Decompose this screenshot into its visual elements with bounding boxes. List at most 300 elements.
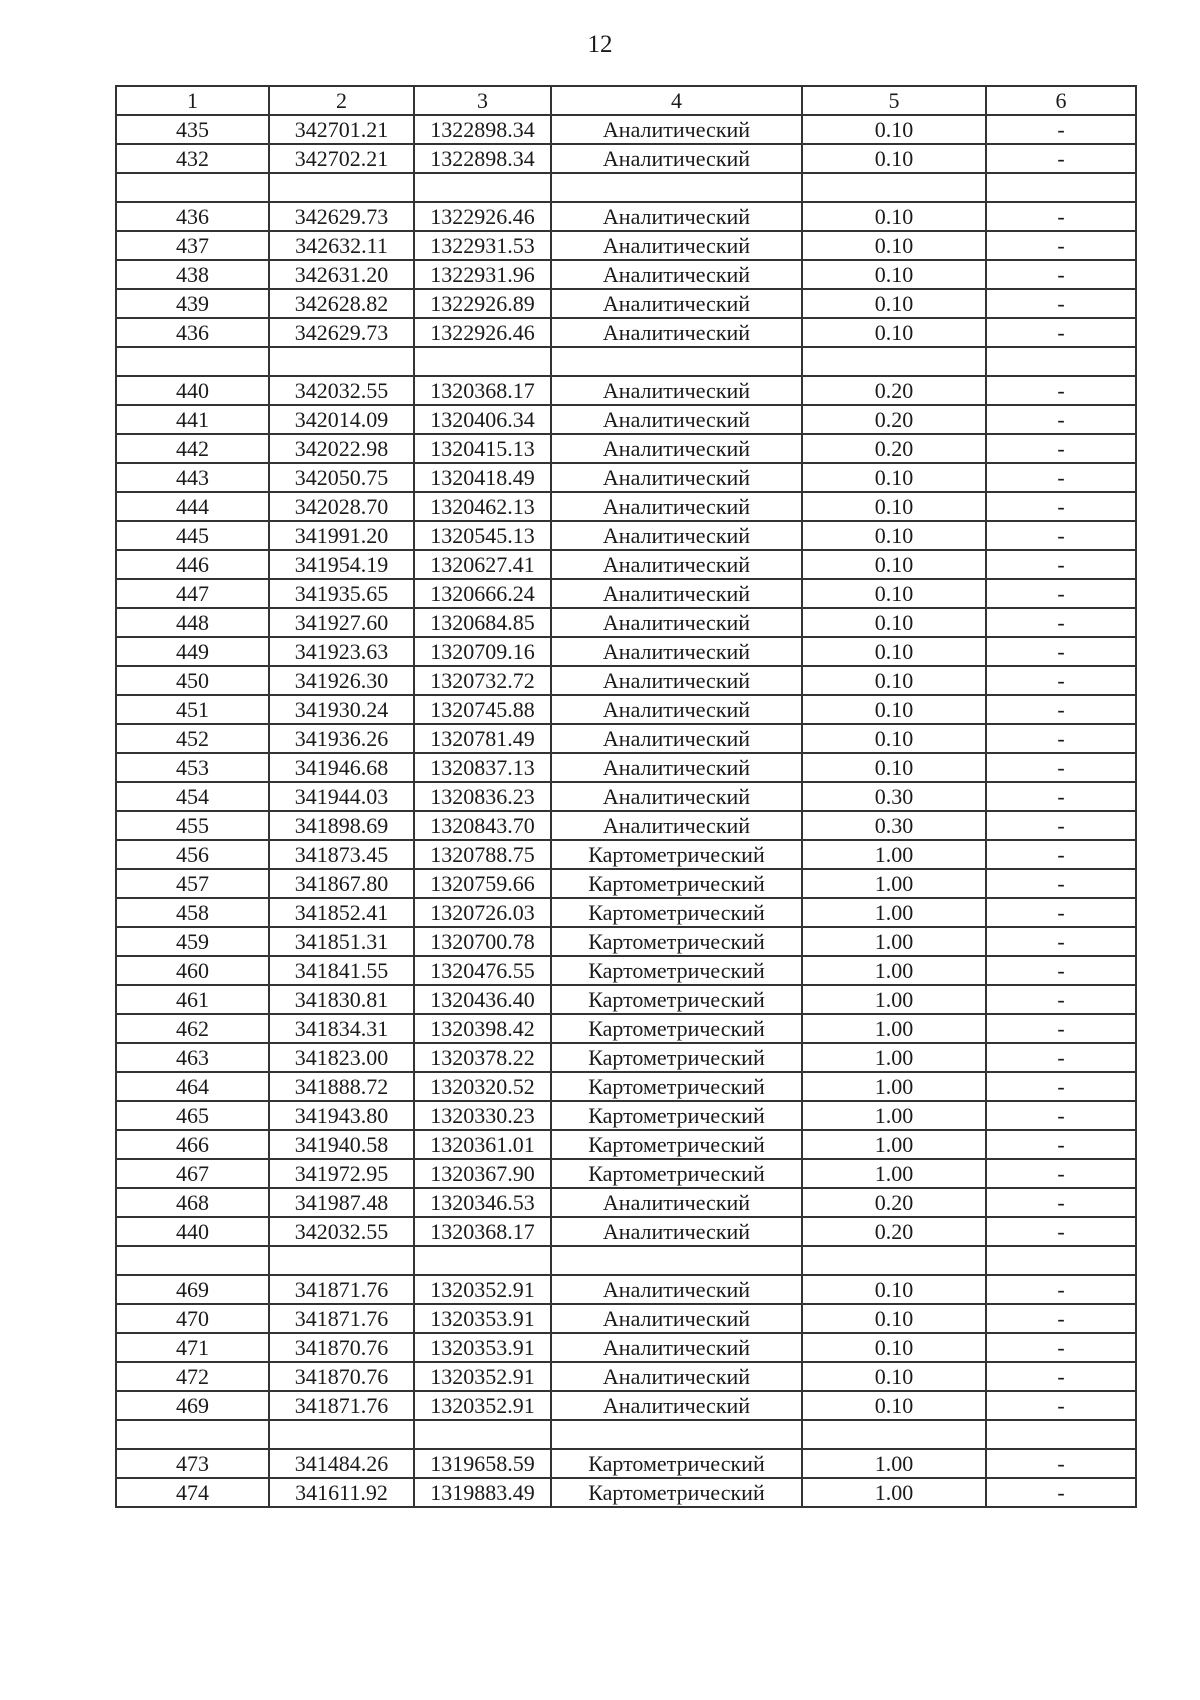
table-row xyxy=(116,1449,1136,1478)
x-coordinate-cell: 341871.76 xyxy=(269,1391,414,1420)
table-row xyxy=(116,1217,1136,1246)
y-coordinate-cell: 1320709.16 xyxy=(414,637,551,666)
method-cell: Аналитический xyxy=(551,1333,802,1362)
accuracy-cell: 0.10 xyxy=(802,637,986,666)
y-coordinate-cell: 1320781.49 xyxy=(414,724,551,753)
table-row xyxy=(116,1159,1136,1188)
method-cell: Аналитический xyxy=(551,521,802,550)
table-row xyxy=(116,1275,1136,1304)
note-cell: - xyxy=(986,318,1136,347)
x-coordinate-cell xyxy=(269,173,414,202)
y-coordinate-cell: 1320745.88 xyxy=(414,695,551,724)
table-row xyxy=(116,289,1136,318)
point-number-cell: 469 xyxy=(116,1391,269,1420)
note-cell: - xyxy=(986,695,1136,724)
note-cell: - xyxy=(986,521,1136,550)
y-coordinate-cell: 1320368.17 xyxy=(414,1217,551,1246)
y-coordinate-cell: 1320418.49 xyxy=(414,463,551,492)
method-cell: Аналитический xyxy=(551,1275,802,1304)
table-row xyxy=(116,724,1136,753)
y-coordinate-cell: 1320476.55 xyxy=(414,956,551,985)
method-cell: Аналитический xyxy=(551,753,802,782)
x-coordinate-cell: 341930.24 xyxy=(269,695,414,724)
method-cell: Картометрический xyxy=(551,898,802,927)
note-cell xyxy=(986,347,1136,376)
note-cell: - xyxy=(986,434,1136,463)
table-row xyxy=(116,1130,1136,1159)
point-number-cell: 468 xyxy=(116,1188,269,1217)
note-cell: - xyxy=(986,956,1136,985)
table-row xyxy=(116,260,1136,289)
y-coordinate-cell: 1322931.53 xyxy=(414,231,551,260)
method-cell: Картометрический xyxy=(551,1449,802,1478)
column-header: 4 xyxy=(551,86,802,115)
accuracy-cell: 0.10 xyxy=(802,289,986,318)
accuracy-cell: 1.00 xyxy=(802,1101,986,1130)
accuracy-cell xyxy=(802,1420,986,1449)
note-cell: - xyxy=(986,405,1136,434)
point-number-cell: 440 xyxy=(116,376,269,405)
y-coordinate-cell: 1320378.22 xyxy=(414,1043,551,1072)
method-cell: Аналитический xyxy=(551,231,802,260)
point-number-cell: 465 xyxy=(116,1101,269,1130)
table-header xyxy=(116,86,1136,115)
method-cell: Картометрический xyxy=(551,1014,802,1043)
x-coordinate-cell: 342632.11 xyxy=(269,231,414,260)
table-row xyxy=(116,1362,1136,1391)
note-cell: - xyxy=(986,289,1136,318)
x-coordinate-cell: 341870.76 xyxy=(269,1362,414,1391)
note-cell: - xyxy=(986,579,1136,608)
y-coordinate-cell: 1320837.13 xyxy=(414,753,551,782)
method-cell: Аналитический xyxy=(551,260,802,289)
point-number-cell: 462 xyxy=(116,1014,269,1043)
accuracy-cell: 1.00 xyxy=(802,1014,986,1043)
header-row xyxy=(116,86,1136,115)
accuracy-cell: 0.10 xyxy=(802,318,986,347)
y-coordinate-cell: 1322898.34 xyxy=(414,144,551,173)
table-row xyxy=(116,115,1136,144)
table-row xyxy=(116,869,1136,898)
y-coordinate-cell: 1320684.85 xyxy=(414,608,551,637)
table-row xyxy=(116,318,1136,347)
method-cell xyxy=(551,1246,802,1275)
x-coordinate-cell xyxy=(269,347,414,376)
point-number-cell: 446 xyxy=(116,550,269,579)
point-number-cell: 432 xyxy=(116,144,269,173)
point-number-cell: 457 xyxy=(116,869,269,898)
x-coordinate-cell: 341611.92 xyxy=(269,1478,414,1507)
accuracy-cell: 0.20 xyxy=(802,1217,986,1246)
table-row xyxy=(116,927,1136,956)
note-cell: - xyxy=(986,869,1136,898)
method-cell xyxy=(551,347,802,376)
column-header: 5 xyxy=(802,86,986,115)
page-number: 12 xyxy=(587,31,613,58)
y-coordinate-cell: 1320627.41 xyxy=(414,550,551,579)
point-number-cell: 452 xyxy=(116,724,269,753)
note-cell: - xyxy=(986,1188,1136,1217)
note-cell: - xyxy=(986,463,1136,492)
note-cell: - xyxy=(986,724,1136,753)
column-header: 1 xyxy=(116,86,269,115)
method-cell: Картометрический xyxy=(551,1043,802,1072)
y-coordinate-cell xyxy=(414,347,551,376)
note-cell: - xyxy=(986,1014,1136,1043)
y-coordinate-cell: 1320346.53 xyxy=(414,1188,551,1217)
method-cell: Аналитический xyxy=(551,376,802,405)
method-cell: Картометрический xyxy=(551,869,802,898)
method-cell: Аналитический xyxy=(551,579,802,608)
method-cell: Аналитический xyxy=(551,1304,802,1333)
point-number-cell: 461 xyxy=(116,985,269,1014)
method-cell: Картометрический xyxy=(551,956,802,985)
x-coordinate-cell: 341972.95 xyxy=(269,1159,414,1188)
accuracy-cell: 0.10 xyxy=(802,724,986,753)
accuracy-cell: 0.10 xyxy=(802,260,986,289)
method-cell: Аналитический xyxy=(551,608,802,637)
point-number-cell: 447 xyxy=(116,579,269,608)
note-cell: - xyxy=(986,1217,1136,1246)
point-number-cell: 471 xyxy=(116,1333,269,1362)
method-cell: Картометрический xyxy=(551,840,802,869)
point-number-cell: 448 xyxy=(116,608,269,637)
accuracy-cell: 1.00 xyxy=(802,869,986,898)
point-number-cell: 435 xyxy=(116,115,269,144)
accuracy-cell: 0.20 xyxy=(802,376,986,405)
note-cell: - xyxy=(986,1101,1136,1130)
method-cell: Аналитический xyxy=(551,1188,802,1217)
note-cell xyxy=(986,1246,1136,1275)
accuracy-cell: 0.10 xyxy=(802,1391,986,1420)
y-coordinate-cell: 1320353.91 xyxy=(414,1304,551,1333)
table-row xyxy=(116,1101,1136,1130)
accuracy-cell: 0.10 xyxy=(802,231,986,260)
x-coordinate-cell: 341823.00 xyxy=(269,1043,414,1072)
x-coordinate-cell: 341852.41 xyxy=(269,898,414,927)
point-number-cell: 450 xyxy=(116,666,269,695)
method-cell: Картометрический xyxy=(551,1130,802,1159)
x-coordinate-cell: 342629.73 xyxy=(269,318,414,347)
table-row xyxy=(116,811,1136,840)
note-cell: - xyxy=(986,985,1136,1014)
x-coordinate-cell: 342032.55 xyxy=(269,1217,414,1246)
y-coordinate-cell: 1322926.46 xyxy=(414,202,551,231)
accuracy-cell: 1.00 xyxy=(802,1478,986,1507)
x-coordinate-cell: 341991.20 xyxy=(269,521,414,550)
note-cell: - xyxy=(986,811,1136,840)
y-coordinate-cell: 1320788.75 xyxy=(414,840,551,869)
accuracy-cell: 0.20 xyxy=(802,405,986,434)
point-number-cell: 441 xyxy=(116,405,269,434)
x-coordinate-cell: 341940.58 xyxy=(269,1130,414,1159)
y-coordinate-cell: 1320353.91 xyxy=(414,1333,551,1362)
point-number-cell: 438 xyxy=(116,260,269,289)
point-number-cell: 460 xyxy=(116,956,269,985)
note-cell: - xyxy=(986,1130,1136,1159)
point-number-cell xyxy=(116,173,269,202)
x-coordinate-cell: 342629.73 xyxy=(269,202,414,231)
table-row xyxy=(116,405,1136,434)
y-coordinate-cell: 1320367.90 xyxy=(414,1159,551,1188)
point-number-cell: 473 xyxy=(116,1449,269,1478)
accuracy-cell xyxy=(802,173,986,202)
y-coordinate-cell: 1320352.91 xyxy=(414,1362,551,1391)
x-coordinate-cell: 341923.63 xyxy=(269,637,414,666)
method-cell: Аналитический xyxy=(551,1391,802,1420)
table-row xyxy=(116,1304,1136,1333)
method-cell: Аналитический xyxy=(551,434,802,463)
table-row xyxy=(116,956,1136,985)
note-cell xyxy=(986,1420,1136,1449)
point-number-cell: 474 xyxy=(116,1478,269,1507)
table-row xyxy=(116,637,1136,666)
y-coordinate-cell: 1320330.23 xyxy=(414,1101,551,1130)
accuracy-cell: 1.00 xyxy=(802,898,986,927)
table-row xyxy=(116,550,1136,579)
y-coordinate-cell: 1320836.23 xyxy=(414,782,551,811)
y-coordinate-cell xyxy=(414,1420,551,1449)
accuracy-cell: 1.00 xyxy=(802,1072,986,1101)
point-number-cell: 455 xyxy=(116,811,269,840)
y-coordinate-cell: 1320462.13 xyxy=(414,492,551,521)
y-coordinate-cell: 1322926.89 xyxy=(414,289,551,318)
note-cell: - xyxy=(986,782,1136,811)
y-coordinate-cell: 1322898.34 xyxy=(414,115,551,144)
point-number-cell: 453 xyxy=(116,753,269,782)
accuracy-cell: 0.10 xyxy=(802,463,986,492)
note-cell: - xyxy=(986,115,1136,144)
table-row xyxy=(116,666,1136,695)
note-cell: - xyxy=(986,1362,1136,1391)
point-number-cell xyxy=(116,347,269,376)
note-cell: - xyxy=(986,144,1136,173)
x-coordinate-cell: 342022.98 xyxy=(269,434,414,463)
accuracy-cell: 0.10 xyxy=(802,1275,986,1304)
table-row xyxy=(116,521,1136,550)
note-cell: - xyxy=(986,1333,1136,1362)
y-coordinate-cell: 1320406.34 xyxy=(414,405,551,434)
point-number-cell xyxy=(116,1420,269,1449)
accuracy-cell: 0.20 xyxy=(802,434,986,463)
note-cell: - xyxy=(986,1478,1136,1507)
point-number-cell: 454 xyxy=(116,782,269,811)
x-coordinate-cell: 341834.31 xyxy=(269,1014,414,1043)
method-cell: Аналитический xyxy=(551,318,802,347)
y-coordinate-cell: 1319658.59 xyxy=(414,1449,551,1478)
accuracy-cell: 0.10 xyxy=(802,492,986,521)
y-coordinate-cell: 1320352.91 xyxy=(414,1391,551,1420)
x-coordinate-cell xyxy=(269,1420,414,1449)
accuracy-cell: 1.00 xyxy=(802,1043,986,1072)
x-coordinate-cell: 341870.76 xyxy=(269,1333,414,1362)
point-number-cell: 451 xyxy=(116,695,269,724)
column-header: 2 xyxy=(269,86,414,115)
accuracy-cell: 1.00 xyxy=(802,956,986,985)
x-coordinate-cell: 341935.65 xyxy=(269,579,414,608)
method-cell: Картометрический xyxy=(551,1072,802,1101)
point-number-cell: 459 xyxy=(116,927,269,956)
table-row xyxy=(116,695,1136,724)
table-separator-row xyxy=(116,1420,1136,1449)
accuracy-cell: 0.10 xyxy=(802,753,986,782)
y-coordinate-cell: 1320732.72 xyxy=(414,666,551,695)
y-coordinate-cell: 1320545.13 xyxy=(414,521,551,550)
column-header: 6 xyxy=(986,86,1136,115)
x-coordinate-cell: 341830.81 xyxy=(269,985,414,1014)
point-number-cell: 445 xyxy=(116,521,269,550)
x-coordinate-cell: 341484.26 xyxy=(269,1449,414,1478)
y-coordinate-cell: 1320352.91 xyxy=(414,1275,551,1304)
table-row xyxy=(116,985,1136,1014)
note-cell: - xyxy=(986,840,1136,869)
method-cell: Картометрический xyxy=(551,1159,802,1188)
accuracy-cell: 0.10 xyxy=(802,115,986,144)
x-coordinate-cell: 341936.26 xyxy=(269,724,414,753)
point-number-cell: 472 xyxy=(116,1362,269,1391)
method-cell: Аналитический xyxy=(551,405,802,434)
x-coordinate-cell: 342014.09 xyxy=(269,405,414,434)
table-row xyxy=(116,898,1136,927)
note-cell: - xyxy=(986,260,1136,289)
y-coordinate-cell: 1322926.46 xyxy=(414,318,551,347)
note-cell: - xyxy=(986,753,1136,782)
table-row xyxy=(116,782,1136,811)
note-cell: - xyxy=(986,927,1136,956)
accuracy-cell: 0.10 xyxy=(802,608,986,637)
method-cell: Аналитический xyxy=(551,144,802,173)
x-coordinate-cell: 342631.20 xyxy=(269,260,414,289)
method-cell: Аналитический xyxy=(551,1362,802,1391)
table-row xyxy=(116,1188,1136,1217)
accuracy-cell: 1.00 xyxy=(802,1449,986,1478)
x-coordinate-cell: 342702.21 xyxy=(269,144,414,173)
point-number-cell: 458 xyxy=(116,898,269,927)
note-cell: - xyxy=(986,376,1136,405)
x-coordinate-cell: 341851.31 xyxy=(269,927,414,956)
method-cell: Аналитический xyxy=(551,666,802,695)
point-number-cell: 436 xyxy=(116,318,269,347)
table-row xyxy=(116,231,1136,260)
accuracy-cell: 1.00 xyxy=(802,927,986,956)
method-cell: Аналитический xyxy=(551,115,802,144)
point-number-cell: 466 xyxy=(116,1130,269,1159)
accuracy-cell: 0.10 xyxy=(802,1333,986,1362)
accuracy-cell: 0.10 xyxy=(802,144,986,173)
table-body xyxy=(116,115,1136,1507)
y-coordinate-cell: 1320368.17 xyxy=(414,376,551,405)
table-row xyxy=(116,1014,1136,1043)
method-cell: Картометрический xyxy=(551,1101,802,1130)
x-coordinate-cell: 341841.55 xyxy=(269,956,414,985)
x-coordinate-cell: 341987.48 xyxy=(269,1188,414,1217)
x-coordinate-cell: 341926.30 xyxy=(269,666,414,695)
y-coordinate-cell: 1320666.24 xyxy=(414,579,551,608)
table-row xyxy=(116,376,1136,405)
accuracy-cell: 1.00 xyxy=(802,1159,986,1188)
x-coordinate-cell: 341898.69 xyxy=(269,811,414,840)
table-separator-row xyxy=(116,1246,1136,1275)
x-coordinate-cell: 341867.80 xyxy=(269,869,414,898)
point-number-cell: 463 xyxy=(116,1043,269,1072)
note-cell: - xyxy=(986,1449,1136,1478)
table-row xyxy=(116,1043,1136,1072)
note-cell: - xyxy=(986,1159,1136,1188)
y-coordinate-cell: 1320726.03 xyxy=(414,898,551,927)
point-number-cell: 444 xyxy=(116,492,269,521)
table-row xyxy=(116,144,1136,173)
x-coordinate-cell: 341873.45 xyxy=(269,840,414,869)
method-cell: Картометрический xyxy=(551,927,802,956)
note-cell: - xyxy=(986,898,1136,927)
accuracy-cell: 0.10 xyxy=(802,695,986,724)
note-cell: - xyxy=(986,608,1136,637)
method-cell: Аналитический xyxy=(551,811,802,840)
accuracy-cell: 0.30 xyxy=(802,811,986,840)
point-number-cell: 439 xyxy=(116,289,269,318)
y-coordinate-cell xyxy=(414,173,551,202)
accuracy-cell: 0.10 xyxy=(802,202,986,231)
y-coordinate-cell: 1320759.66 xyxy=(414,869,551,898)
point-number-cell: 470 xyxy=(116,1304,269,1333)
table-row xyxy=(116,202,1136,231)
x-coordinate-cell: 342028.70 xyxy=(269,492,414,521)
table-row xyxy=(116,434,1136,463)
x-coordinate-cell xyxy=(269,1246,414,1275)
x-coordinate-cell: 342701.21 xyxy=(269,115,414,144)
method-cell xyxy=(551,173,802,202)
method-cell: Аналитический xyxy=(551,289,802,318)
x-coordinate-cell: 341954.19 xyxy=(269,550,414,579)
table-row xyxy=(116,840,1136,869)
method-cell: Аналитический xyxy=(551,695,802,724)
x-coordinate-cell: 341944.03 xyxy=(269,782,414,811)
table-row xyxy=(116,492,1136,521)
accuracy-cell: 0.10 xyxy=(802,666,986,695)
table-row xyxy=(116,608,1136,637)
method-cell: Аналитический xyxy=(551,782,802,811)
table-row xyxy=(116,463,1136,492)
accuracy-cell: 0.10 xyxy=(802,579,986,608)
y-coordinate-cell: 1320700.78 xyxy=(414,927,551,956)
accuracy-cell: 1.00 xyxy=(802,840,986,869)
accuracy-cell: 0.10 xyxy=(802,1304,986,1333)
point-number-cell xyxy=(116,1246,269,1275)
point-number-cell: 442 xyxy=(116,434,269,463)
y-coordinate-cell: 1322931.96 xyxy=(414,260,551,289)
point-number-cell: 440 xyxy=(116,1217,269,1246)
note-cell: - xyxy=(986,231,1136,260)
x-coordinate-cell: 342628.82 xyxy=(269,289,414,318)
y-coordinate-cell: 1320415.13 xyxy=(414,434,551,463)
y-coordinate-cell: 1320843.70 xyxy=(414,811,551,840)
method-cell: Аналитический xyxy=(551,463,802,492)
point-number-cell: 443 xyxy=(116,463,269,492)
table-row xyxy=(116,1478,1136,1507)
note-cell: - xyxy=(986,637,1136,666)
y-coordinate-cell: 1320361.01 xyxy=(414,1130,551,1159)
note-cell: - xyxy=(986,550,1136,579)
table-row xyxy=(116,1391,1136,1420)
accuracy-cell: 0.30 xyxy=(802,782,986,811)
x-coordinate-cell: 341943.80 xyxy=(269,1101,414,1130)
table-row xyxy=(116,1072,1136,1101)
accuracy-cell: 0.10 xyxy=(802,550,986,579)
column-header: 3 xyxy=(414,86,551,115)
point-number-cell: 456 xyxy=(116,840,269,869)
table-separator-row xyxy=(116,347,1136,376)
accuracy-cell: 0.20 xyxy=(802,1188,986,1217)
